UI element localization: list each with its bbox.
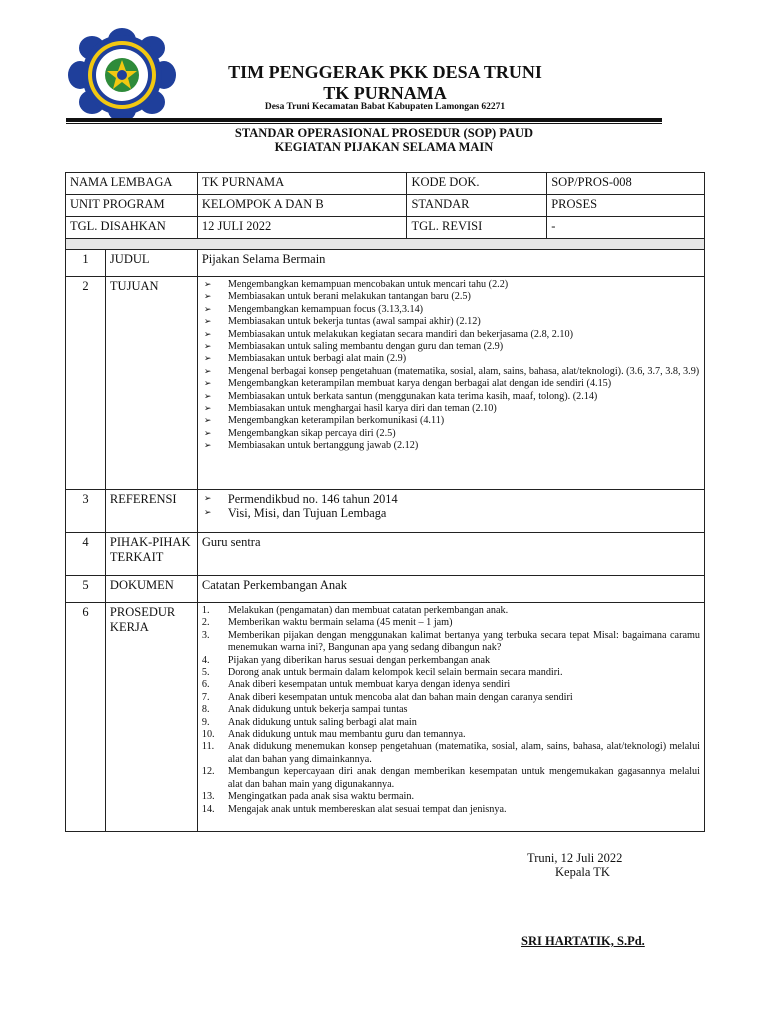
meta-value: 12 JULI 2022 <box>197 217 407 239</box>
prosedur-cell <box>197 603 704 832</box>
step-number: 4. <box>201 654 210 666</box>
row-label: REFERENSI <box>105 490 197 533</box>
step-number: 7. <box>201 691 210 703</box>
row-referensi <box>66 490 705 533</box>
step-text: Anak didukung untuk mau membantu guru dan temannya. <box>227 729 466 741</box>
prosedur-step <box>202 630 700 655</box>
prosedur-step <box>202 729 700 741</box>
step-number: 2. <box>201 617 210 629</box>
org-title: TIM PENGGERAK PKK DESA TRUNI <box>228 62 542 82</box>
referensi-item: ➢ Visi, Misi, dan Tujuan Lembaga <box>202 506 700 520</box>
referensi-item: ➢ Permendikbud no. 146 tahun 2014 <box>202 492 700 506</box>
separator-row <box>66 239 705 250</box>
row-label: PIHAK-PIHAK TERKAIT <box>105 533 197 576</box>
tujuan-item: ➢ Mengembangkan keterampilan berkomunikasi (4.11) <box>202 415 700 427</box>
step-text: Anak diberi kesempatan untuk mencoba alat dan bahan main dengan caranya sendiri <box>227 691 573 703</box>
row-value: Catatan Perkembangan Anak <box>197 576 704 603</box>
step-text: Dorong anak untuk bermain dalam kelompok kecil selain bermain secara mandiri. <box>227 667 563 679</box>
doc-title-line1: STANDAR OPERASIONAL PROSEDUR (SOP) PAUD <box>234 126 534 140</box>
step-number: 9. <box>201 716 210 728</box>
tujuan-item: ➢ Membiasakan untuk bertanggung jawab (2.12) <box>202 440 700 452</box>
prosedur-step <box>202 717 700 729</box>
prosedur-step <box>202 804 700 816</box>
meta-label: NAMA LEMBAGA <box>66 173 198 195</box>
prosedur-step <box>202 605 700 617</box>
meta-value: KELOMPOK A DAN B <box>197 195 407 217</box>
meta-label: TGL. DISAHKAN <box>66 217 198 239</box>
row-prosedur <box>66 603 705 832</box>
meta-row-tanggal <box>66 217 705 239</box>
step-number: 12. <box>201 766 215 778</box>
prosedur-step <box>202 655 700 667</box>
step-number: 11. <box>201 741 215 753</box>
step-number: 6. <box>201 679 210 691</box>
tujuan-item: ➢ Mengembangkan kemampuan focus (3.13,3.14) <box>202 304 700 316</box>
tujuan-item: ➢ Mengenal berbagai konsep pengetahuan (matematika, sosial, alam, sains, bahasa, alat/teknologi). (3.6, 3.7, 3.8, 3.9) <box>202 366 700 378</box>
doc-title-line2: KEGIATAN PIJAKAN SELAMA MAIN <box>274 140 494 154</box>
tujuan-item: ➢ Mengembangkan kemampuan mencobakan untuk mencari tahu (2.2) <box>202 279 700 291</box>
meta-value: PROSES <box>547 195 705 217</box>
step-text: Anak didukung untuk bekerja sampai tuntas <box>227 704 408 716</box>
prosedur-step <box>202 679 700 691</box>
step-text: Pijakan yang diberikan harus sesuai dengan perkembangan anak <box>227 654 491 666</box>
row-label: JUDUL <box>105 250 197 277</box>
row-value: Pijakan Selama Bermain <box>197 250 704 277</box>
row-label: PROSEDUR KERJA <box>105 603 197 832</box>
prosedur-step <box>202 741 700 766</box>
step-text: Anak didukung menemukan konsep pengetahuan (matematika, sosial, alam, sains, bahasa, alat/teknologi) melalui alat dan bahan yang dimainkannya. <box>227 741 700 765</box>
meta-value: - <box>547 217 705 239</box>
prosedur-step <box>202 692 700 704</box>
row-number: 3 <box>66 490 106 533</box>
meta-label: TGL. REVISI <box>407 217 547 239</box>
row-label: TUJUAN <box>105 277 197 490</box>
row-tujuan <box>66 277 705 490</box>
row-dokumen <box>66 576 705 603</box>
prosedur-step <box>202 667 700 679</box>
step-number: 13. <box>201 791 215 803</box>
step-text: Mengajak anak untuk membereskan alat sesuai tempat dan jenisnya. <box>227 803 507 815</box>
prosedur-step <box>202 617 700 629</box>
tujuan-item: ➢ Membiasakan untuk berani melakukan tantangan baru (2.5) <box>202 291 700 303</box>
step-number: 10. <box>201 729 215 741</box>
meta-value: SOP/PROS-008 <box>547 173 705 195</box>
meta-label: UNIT PROGRAM <box>66 195 198 217</box>
tujuan-item: ➢ Membiasakan untuk berkata santun (menggunakan kata terima kasih, maaf, tolong). (2.14) <box>202 391 700 403</box>
school-name: TK PURNAMA <box>323 83 447 103</box>
tujuan-item: ➢ Mengembangkan sikap percaya diri (2.5) <box>202 428 700 440</box>
referensi-cell <box>197 490 704 533</box>
row-label: DOKUMEN <box>105 576 197 603</box>
step-number: 3. <box>201 629 210 641</box>
tujuan-item: ➢ Membiasakan untuk menghargai hasil karya diri dan teman (2.10) <box>202 403 700 415</box>
tujuan-item: ➢ Membiasakan untuk saling membantu dengan guru dan teman (2.9) <box>202 341 700 353</box>
step-text: Membangun kepercayaan diri anak dengan memberikan kesempatan untuk mengemukakan gagasannya melalui alat dan bahan main yang digunakannya. <box>227 766 700 790</box>
logo-emblem <box>105 58 139 92</box>
tujuan-item: ➢ Membiasakan untuk melakukan kegiatan secara mandiri dan bekerjasama (2.8, 2.10) <box>202 329 700 341</box>
step-text: Anak diberi kesempatan untuk membuat karya dengan idenya sendiri <box>227 679 511 691</box>
row-number: 1 <box>66 250 106 277</box>
step-number: 14. <box>201 803 215 815</box>
step-text: Anak didukung untuk saling berbagi alat main <box>227 716 417 728</box>
sign-role: Kepala TK <box>555 865 610 879</box>
address: Desa Truni Kecamatan Babat Kabupaten Lamongan 62271 <box>264 102 506 112</box>
referensi-list <box>202 492 700 520</box>
meta-label: KODE DOK. <box>407 173 547 195</box>
row-pihak <box>66 533 705 576</box>
step-text: Memberikan waktu bermain selama (45 menit – 1 jam) <box>227 617 453 629</box>
meta-row-lembaga <box>66 173 705 195</box>
header-rule-thin <box>66 123 662 124</box>
row-number: 2 <box>66 277 106 490</box>
sign-name: SRI HARTATIK, S.Pd. <box>521 934 645 948</box>
header-rule-thick <box>66 118 662 122</box>
sign-place-date: Truni, 12 Juli 2022 <box>527 851 623 865</box>
step-text: Mengingatkan pada anak sisa waktu bermain. <box>227 791 415 803</box>
prosedur-step <box>202 791 700 803</box>
step-text: Memberikan pijakan dengan menggunakan kalimat bertanya yang terbuka secara tepat Misal: bagaimana caramu menemukan warna ini?, Bangunan apa yang sedang dibangun nak? <box>227 629 700 654</box>
step-text: Melakukan (pengamatan) dan membuat catatan perkembangan anak. <box>227 605 509 616</box>
prosedur-list <box>202 605 700 816</box>
tujuan-list <box>202 279 700 453</box>
tujuan-cell <box>197 277 704 490</box>
tujuan-item: ➢ Mengembangkan keterampilan membuat karya dengan berbagai alat dengan ide sendiri (4.15) <box>202 378 700 390</box>
sop-table <box>65 172 705 832</box>
step-number: 5. <box>201 667 210 679</box>
prosedur-step <box>202 704 700 716</box>
row-number: 4 <box>66 533 106 576</box>
step-number: 1. <box>201 605 210 616</box>
prosedur-step <box>202 766 700 791</box>
pkk-logo <box>64 26 180 124</box>
step-number: 8. <box>201 704 210 716</box>
row-number: 6 <box>66 603 106 832</box>
meta-row-unit <box>66 195 705 217</box>
meta-value: TK PURNAMA <box>197 173 407 195</box>
tujuan-item: ➢ Membiasakan untuk berbagi alat main (2.9) <box>202 353 700 365</box>
row-number: 5 <box>66 576 106 603</box>
row-judul <box>66 250 705 277</box>
row-value: Guru sentra <box>197 533 704 576</box>
tujuan-item: ➢ Membiasakan untuk bekerja tuntas (awal sampai akhir) (2.12) <box>202 316 700 328</box>
meta-label: STANDAR <box>407 195 547 217</box>
